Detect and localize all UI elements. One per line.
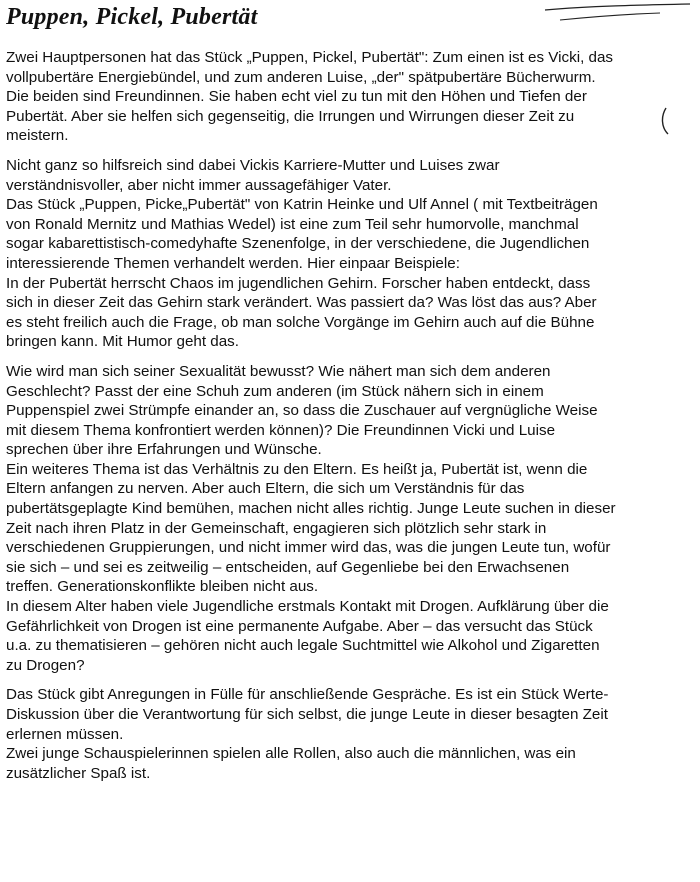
text-line: sogar kabarettistisch-comedyhafte Szenenfolge, in der verschiedene, die Jugendlichen bbox=[6, 235, 590, 253]
text-line: Das Stück „Puppen, Picke„Pubertät" von Katrin Heinke und Ulf Annel ( mit Textbeiträgen bbox=[6, 196, 598, 214]
text-line: von Ronald Mernitz und Mathias Wedel) ist eine zum Teil sehr humorvolle, manchmal bbox=[6, 215, 579, 233]
text-line: zusätzlicher Spaß ist. bbox=[6, 764, 151, 782]
paragraph bbox=[6, 744, 694, 783]
text-line: Pubertät. Aber sie helfen sich gegenseitig, die Irrungen und Wirrungen dieser Zeit zu bbox=[6, 107, 575, 125]
document-title: Puppen, Pickel, Pubertät bbox=[6, 4, 258, 30]
text-line: Puppenspiel zwei Strümpfe einander an, so dass die Zuschauer auf vergnügliche Weise bbox=[6, 402, 598, 420]
text-line: zu Drogen? bbox=[6, 656, 85, 674]
text-line: Gefährlichkeit von Drogen ist eine permanente Aufgabe. Aber – das versucht das Stück bbox=[6, 617, 593, 635]
text-line: erlernen müssen. bbox=[6, 725, 124, 743]
text-line: Zeit nach ihren Platz in der Gemeinschaft, engagieren sich plötzlich sehr stark in bbox=[6, 519, 547, 537]
text-line: Zwei Hauptpersonen hat das Stück „Puppen, Pickel, Pubertät": Zum einen ist es Vicki, das bbox=[6, 49, 614, 66]
paragraph bbox=[6, 460, 694, 597]
paragraph bbox=[6, 195, 694, 273]
text-line: Wie wird man sich seiner Sexualität bewusst? Wie nähert man sich dem anderen bbox=[6, 362, 551, 380]
text-line: Eltern anfangen zu nerven. Aber auch Eltern, die sich um Verständnis für das bbox=[6, 480, 525, 498]
pen-stroke-top-second bbox=[560, 13, 660, 20]
paragraph bbox=[6, 362, 694, 460]
article-body bbox=[6, 48, 694, 783]
paragraph bbox=[6, 156, 694, 195]
text-line: vollpubertäre Energiebündel, und zum anderen Luise, „der" spätpubertäre Bücherwurm. bbox=[6, 68, 596, 86]
text-line: pubertätsgeplagte Kind bemühen, machen nicht alles richtig. Junge Leute suchen in dieser bbox=[6, 500, 616, 518]
paragraph bbox=[6, 274, 694, 352]
text-line: Zwei junge Schauspielerinnen spielen alle Rollen, also auch die männlichen, was ein bbox=[6, 745, 576, 763]
text-line: verständnisvoller, aber nicht immer aussagefähiger Vater. bbox=[6, 176, 392, 194]
text-line: Nicht ganz so hilfsreich sind dabei Vickis Karriere-Mutter und Luises zwar bbox=[6, 156, 500, 174]
text-line: Ein weiteres Thema ist das Verhältnis zu den Eltern. Es heißt ja, Pubertät ist, wenn die bbox=[6, 460, 588, 478]
text-line: Geschlecht? Passt der eine Schuh zum anderen (im Stück nähern sich in einem bbox=[6, 382, 544, 400]
text-line: sie sich – und sei es zeitweilig – entscheiden, auf Gegenliebe bei den Erwachsenen bbox=[6, 558, 570, 576]
text-line: Die beiden sind Freundinnen. Sie haben echt viel zu tun mit den Höhen und Tiefen der bbox=[6, 88, 587, 106]
text-line: sich in dieser Zeit das Gehirn stark verändert. Was passiert da? Was löst das aus? Aber bbox=[6, 294, 597, 312]
text-line: interessierende Themen verhandelt werden. Hier einpaar Beispiele: bbox=[6, 254, 460, 272]
text-line: mit diesem Thema konfrontiert werden können)? Die Freundinnen Vicki und Luise bbox=[6, 421, 556, 439]
pen-stroke-top bbox=[545, 4, 690, 10]
text-line: verschiedenen Gruppierungen, und nicht immer wird das, was die jungen Leute tun, wofür bbox=[6, 539, 611, 557]
text-line: meistern. bbox=[6, 127, 69, 145]
text-line: In der Pubertät herrscht Chaos im jugendlichen Gehirn. Forscher haben entdeckt, dass bbox=[6, 274, 591, 292]
text-line: In diesem Alter haben viele Jugendliche erstmals Kontakt mit Drogen. Aufklärung über die bbox=[6, 598, 609, 616]
paragraph bbox=[6, 597, 694, 675]
text-line: bringen kann. Mit Humor geht das. bbox=[6, 333, 239, 351]
paragraph bbox=[6, 685, 694, 744]
text-line: Das Stück gibt Anregungen in Fülle für anschließende Gespräche. Es ist ein Stück Werte- bbox=[6, 686, 609, 704]
paragraph bbox=[6, 48, 694, 146]
text-line: Diskussion über die Verantwortung für sich selbst, die junge Leute in dieser besagten Zeit bbox=[6, 706, 608, 723]
text-line: u.a. zu thematisieren – gehören nicht auch legale Suchtmittel wie Alkohol und Zigaretten bbox=[6, 637, 600, 655]
text-line: sprechen über ihre Erfahrungen und Wünsche. bbox=[6, 441, 322, 459]
text-line: es steht freilich auch die Frage, ob man solche Vorgänge im Gehirn auch auf die Bühne bbox=[6, 313, 595, 331]
text-line: treffen. Generationskonflikte bleiben nicht aus. bbox=[6, 578, 319, 596]
